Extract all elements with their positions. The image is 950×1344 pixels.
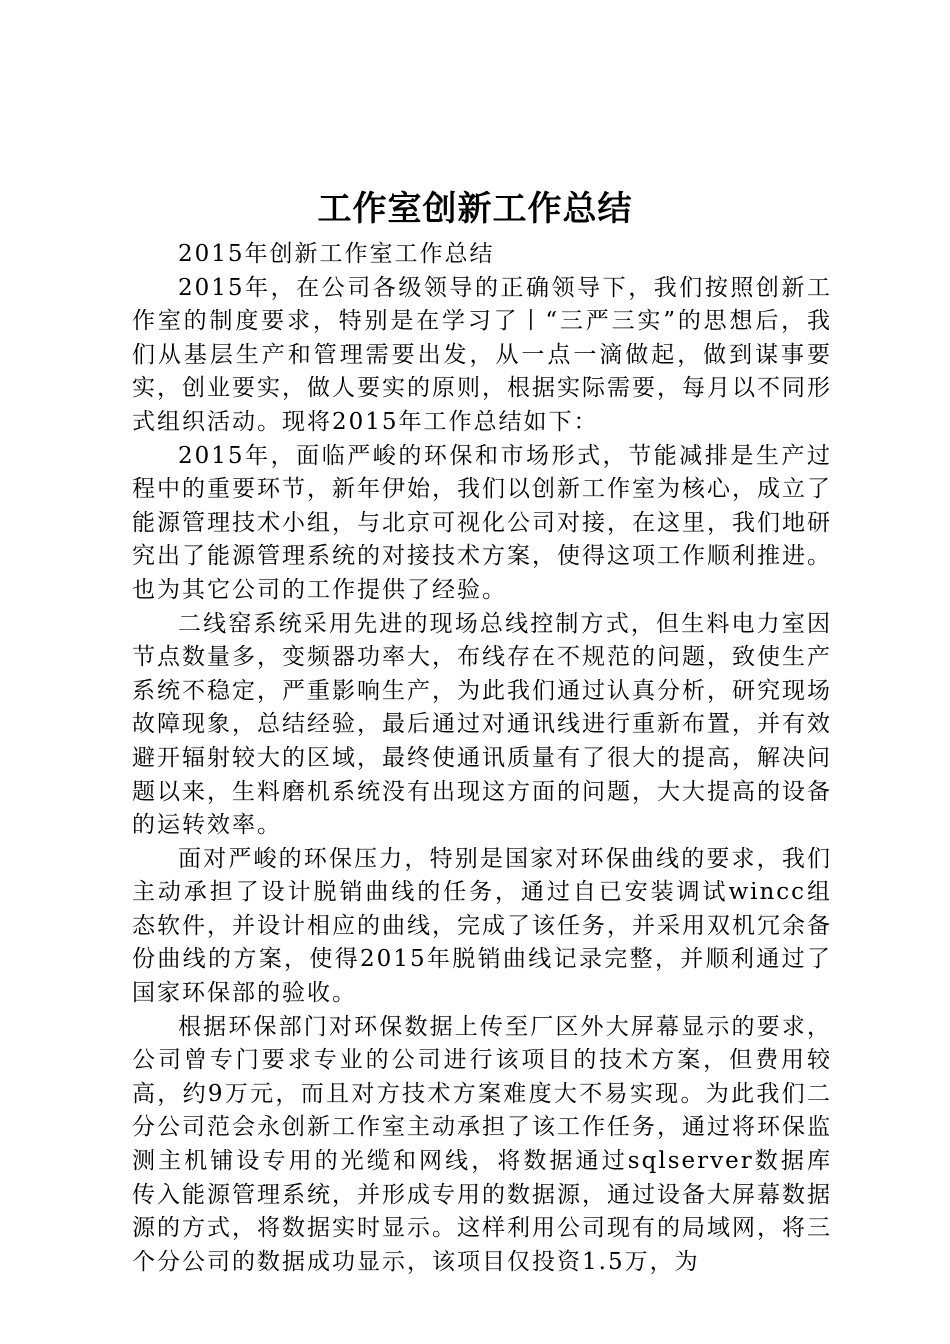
document-body (132, 238, 832, 1279)
kiln-system-paragraph: 二线窑系统采用先进的现场总线控制方式，但生料电力室因节点数量多，变频器功率大，布线存在不规范的问题，致使生产系统不稳定，严重影响生产，为此我们通过认真分析，研究现场故障现象，总结经验，最后通过对通讯线进行重新布置，并有效避开辐射较大的区域，最终使通讯质量有了很大的提高，解决问题以来，生料磨机系统没有出现这方面的问题，大大提高的设备的运转效率。 (132, 610, 832, 839)
subtitle-paragraph: 2015年创新工作室工作总结 (178, 241, 495, 267)
data-display-paragraph: 根据环保部门对环保数据上传至厂区外大屏幕显示的要求，公司曾专门要求专业的公司进行该项目的技术方案，但费用较高，约9万元，而且对方技术方案难度大不易实现。为此我们二分公司范会永创新工作室主动承担了该工作任务，通过将环保监测主机铺设专用的光缆和网线，将数据通过sqlserver数据库传入能源管理系统，并形成专用的数据源，通过设备大屏幕数据源的方式，将数据实时显示。这样利用公司现有的局域网，将三个分公司的数据成功显示，该项目仅投资1.5万，为 (132, 1013, 832, 1275)
document-title: 工作室创新工作总结 (317, 189, 633, 229)
energy-management-paragraph: 2015年，面临严峻的环保和市场形式，节能减排是生产过程中的重要环节，新年伊始，我们以创新工作室为核心，成立了能源管理技术小组，与北京可视化公司对接，在这里，我们地研究出了能源管理系统的对接技术方案，使得这项工作顺利推进。也为其它公司的工作提供了经验。 (132, 442, 832, 603)
environmental-curve-paragraph: 面对严峻的环保压力，特别是国家对环保曲线的要求，我们主动承担了设计脱销曲线的任务，通过自已安装调试wincc组态软件，并设计相应的曲线，完成了该任务，并采用双机冗余备份曲线的方案，使得2015年脱销曲线记录完整，并顺利通过了国家环保部的验收。 (132, 845, 832, 1007)
intro-paragraph: 2015年，在公司各级领导的正确领导下，我们按照创新工作室的制度要求，特别是在学习了丨“三严三实”的思想后，我们从基层生产和管理需要出发，从一点一滴做起，做到谋事要实，创业要实，做人要实的原则，根据实际需要，每月以不同形式组织活动。现将2015年工作总结如下： (132, 274, 832, 435)
